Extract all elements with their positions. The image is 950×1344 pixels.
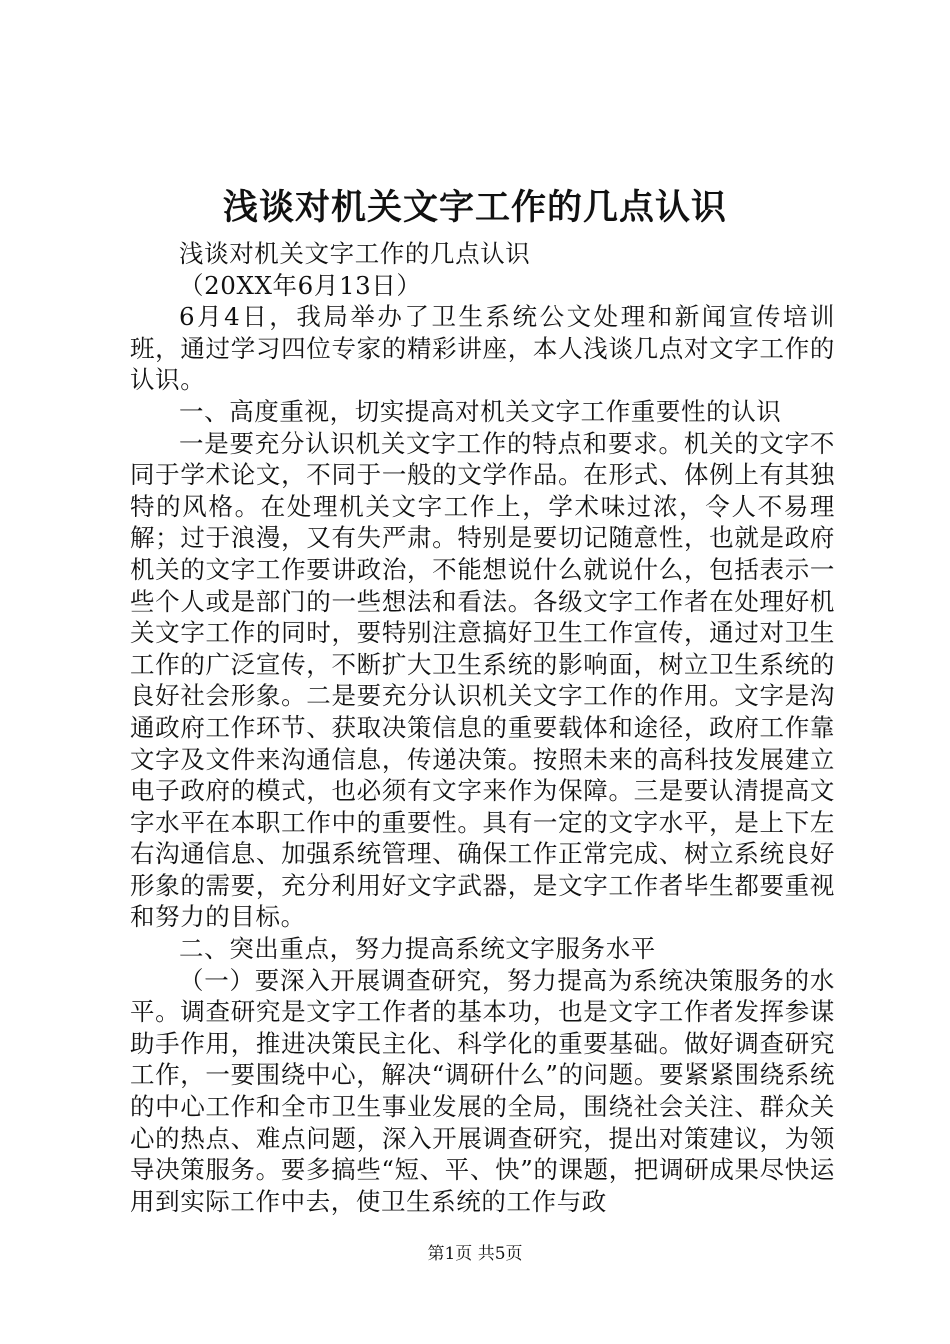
body-paragraph: 一是要充分认识机关文字工作的特点和要求。机关的文字不同于学术论文，不同于一般的文学作品。在形式、体例上有其独特的风格。在处理机关文字工作上，学术味过浓，令人不易理解；过于浪漫，又有失严肃。特别是要切记随意性，也就是政府机关的文字工作要讲政治，不能想说什么就说什么，包括表示一些个人或是部门的一些想法和看法。各级文字工作者在处理好机关文字工作的同时，要特别注意搞好卫生工作宣传，通过对卫生工作的广泛宣传，不断扩大卫生系统的影响面，树立卫生系统的良好社会形象。二是要充分认识机关文字工作的作用。文字是沟通政府工作环节、获取决策信息的重要载体和途径，政府工作靠文字及文件来沟通信息，传递决策。按照未来的高科技发展建立电子政府的模式，也必须有文字来作为保障。三是要认清提高文字水平在本职工作中的重要性。具有一定的文字水平，是上下左右沟通信息、加强系统管理、确保工作正常完成、树立系统良好形象的需要，充分利用好文字武器，是文字工作者毕生都要重视和努力的目标。: [130, 428, 835, 932]
subtitle-paragraph: 浅谈对机关文字工作的几点认识: [179, 239, 531, 268]
date-paragraph: （20XX年6月13日）: [179, 270, 422, 300]
document-body: [130, 238, 835, 1217]
section-heading-1: 一、高度重视，切实提高对机关文字工作重要性的认识: [179, 396, 782, 426]
page-footer: 第1页 共5页: [427, 1244, 523, 1264]
document-title: 浅谈对机关文字工作的几点认识: [222, 187, 727, 228]
body-paragraph: （一）要深入开展调查研究，努力提高为系统决策服务的水平。调查研究是文字工作者的基本功，也是文字工作者发挥参谋助手作用，推进决策民主化、科学化的重要基础。做好调查研究工作，一要围绕中心，解决“调研什么”的问题。要紧紧围绕系统的中心工作和全市卫生事业发展的全局，围绕社会关注、群众关心的热点、难点问题，深入开展调查研究，提出对策建议，为领导决策服务。要多搞些“短、平、快”的课题，把调研成果尽快运用到实际工作中去，使卫生系统的工作与政: [130, 965, 835, 1216]
section-heading-2: 二、突出重点，努力提高系统文字服务水平: [179, 934, 656, 964]
intro-paragraph: 6月4日，我局举办了卫生系统公文处理和新闻宣传培训班，通过学习四位专家的精彩讲座，本人浅谈几点对文字工作的认识。: [130, 302, 835, 395]
